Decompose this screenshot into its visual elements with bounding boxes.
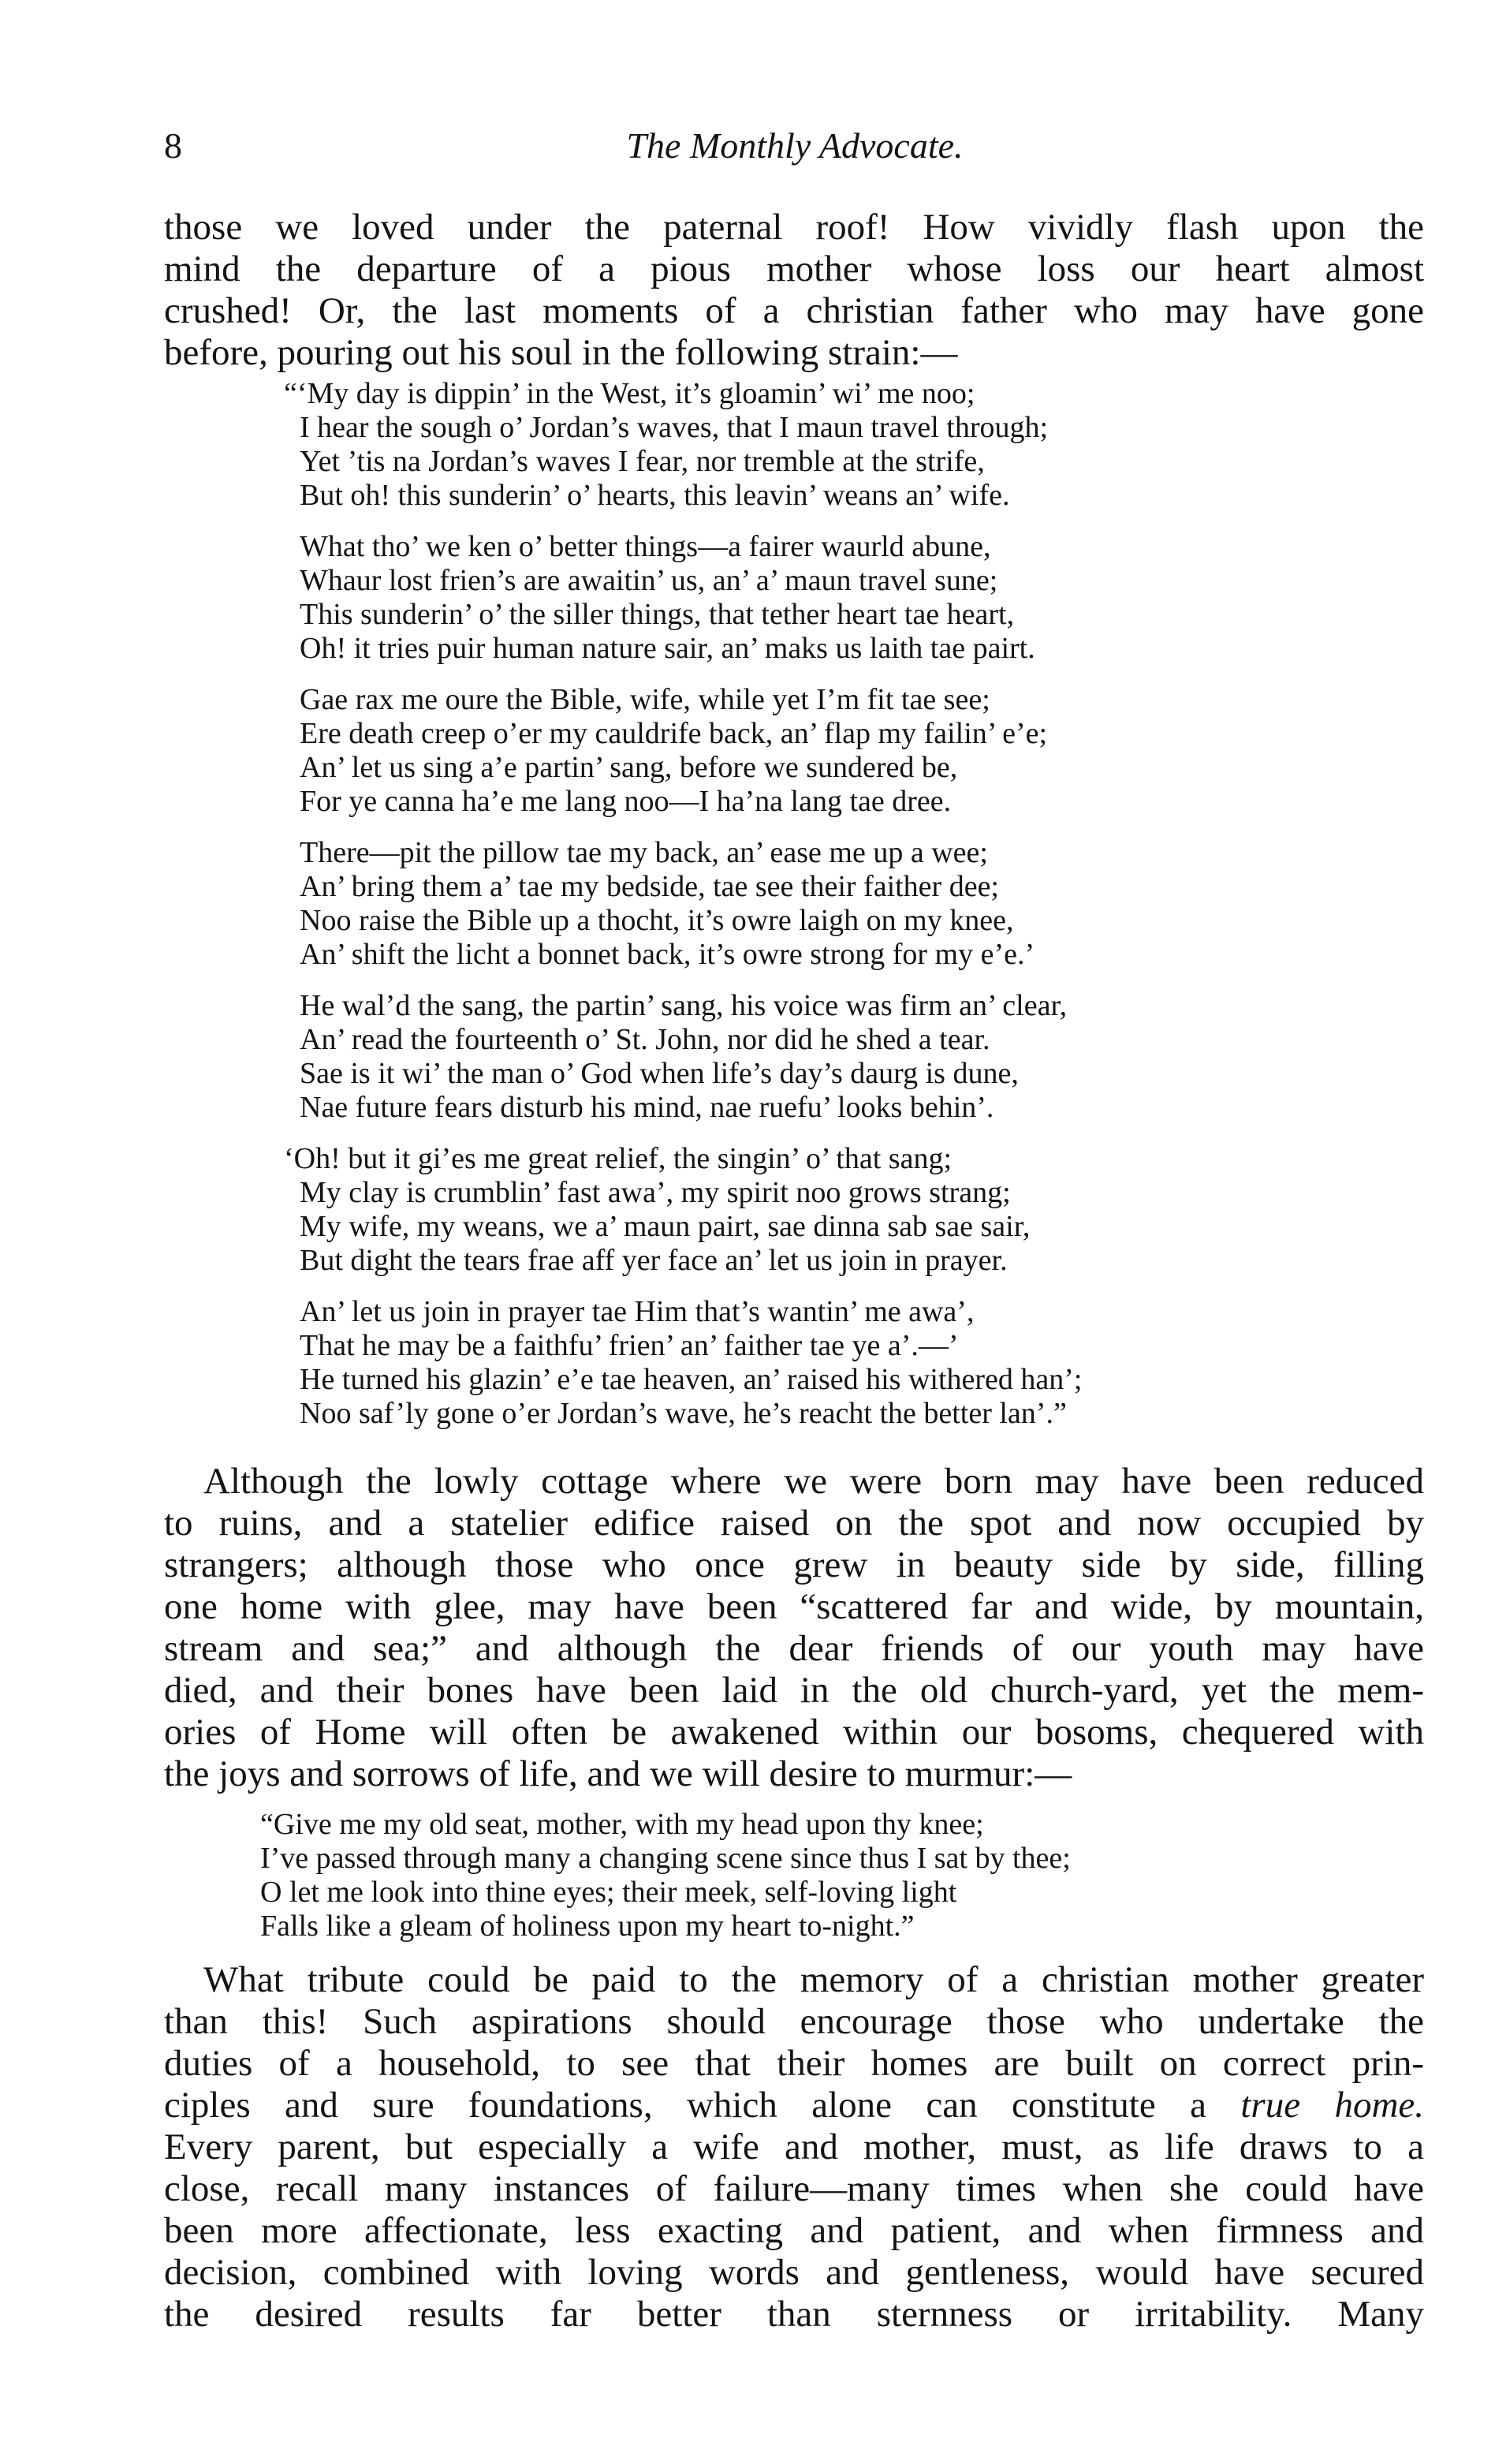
verse-line: For ye canna ha’e me lang noo—I ha’na lang tae dree.	[300, 785, 952, 818]
text-line: than this! Such aspirations should encourage those who undertake the	[164, 2001, 1424, 2042]
stanza	[284, 683, 1340, 819]
verse-line: Noo raise the Bible up a thocht, it’s owre laigh on my knee,	[300, 904, 1014, 937]
verse-line: I hear the sough o’ Jordan’s waves, that I maun travel through;	[300, 411, 1049, 444]
text-line: those we loved under the paternal roof! How vividly flash upon the	[164, 207, 1424, 248]
verse-line: There—pit the pillow tae my back, an’ ease me up a wee;	[300, 836, 988, 869]
text-line: one home with glee, may have been “scattered far and wide, by mountain,	[164, 1586, 1424, 1627]
verse-line: Nae future fears disturb his mind, nae ruefu’ looks behin’.	[300, 1091, 994, 1124]
verse-line: Falls like a gleam of holiness upon my heart to-night.”	[260, 1910, 915, 1943]
stanza	[284, 377, 1340, 513]
poem-1	[284, 377, 1340, 1448]
verse-line: Noo saf’ly gone o’er Jordan’s wave, he’s reacht the better lan’.”	[300, 1397, 1067, 1430]
stanza	[284, 1295, 1340, 1431]
text-line: before, pouring out his soul in the following strain:—	[164, 332, 958, 373]
poem-2	[260, 1808, 1317, 1961]
verse-line: An’ let us sing a’e partin’ sang, before we sundered be,	[300, 751, 958, 784]
text-line: the desired results far better than sternness or irritability. Many	[164, 2294, 1424, 2335]
verse-line: Oh! it tries puir human nature sair, an’ maks us laith tae pairt.	[300, 632, 1035, 665]
stanza	[284, 989, 1340, 1125]
page-header	[164, 118, 1426, 174]
verse-line: This sunderin’ o’ the siller things, that tether heart tae heart,	[300, 598, 1015, 631]
verse-line: My wife, my weans, we a’ maun pairt, sae dinna sab sae sair,	[300, 1210, 1031, 1243]
italic-phrase: true home.	[1240, 2085, 1425, 2126]
verse-line: “Give me my old seat, mother, with my head upon thy knee;	[260, 1808, 984, 1841]
text-line: been more affectionate, less exacting and patient, and when firmness and	[164, 2210, 1424, 2251]
paragraph-1	[164, 207, 1424, 374]
verse-line: That he may be a faithfu’ frien’ an’ faither tae ye a’.—’	[300, 1329, 959, 1362]
verse-line: But oh! this sunderin’ o’ hearts, this leavin’ weans an’ wife.	[300, 479, 1010, 512]
verse-line: An’ read the fourteenth o’ St. John, nor did he shed a tear.	[300, 1023, 990, 1056]
verse-line: Whaur lost frien’s are awaitin’ us, an’ a’ maun travel sune;	[300, 564, 998, 597]
paragraph-2	[164, 1461, 1424, 1795]
verse-line: An’ bring them a’ tae my bedside, tae see their faither dee;	[300, 870, 999, 903]
text-line: ories of Home will often be awakened within our bosoms, chequered with	[164, 1712, 1424, 1753]
verse-line: O let me look into thine eyes; their meek, self-loving light	[260, 1876, 957, 1909]
text-line: strangers; although those who once grew in beauty side by side, filling	[164, 1544, 1424, 1585]
text-line: Every parent, but especially a wife and mother, must, as life draws to a	[164, 2126, 1424, 2167]
verse-line: I’ve passed through many a changing scene since thus I sat by thee;	[260, 1842, 1071, 1875]
text-line: crushed! Or, the last moments of a christian father who may have gone	[164, 290, 1424, 331]
verse-line: “‘My day is dippin’ in the West, it’s gloamin’ wi’ me noo;	[284, 377, 975, 410]
text-line-with-italic	[164, 2085, 1424, 2126]
stanza	[284, 1142, 1340, 1278]
verse-line: Yet ’tis na Jordan’s waves I fear, nor tremble at the strife,	[300, 445, 985, 478]
stanza	[284, 836, 1340, 972]
verse-line: He turned his glazin’ e’e tae heaven, an’ raised his withered han’;	[300, 1363, 1083, 1396]
verse-line: What tho’ we ken o’ better things—a fairer waurld abune,	[300, 530, 991, 563]
text-line: mind the departure of a pious mother whose loss our heart almost	[164, 248, 1424, 289]
text-line: to ruins, and a statelier edifice raised on the spot and now occupied by	[164, 1503, 1424, 1544]
text-line: the joys and sorrows of life, and we will desire to murmur:—	[164, 1753, 1072, 1794]
stanza	[260, 1808, 1317, 1943]
text-line: What tribute could be paid to the memory of a christian mother greater	[203, 1959, 1424, 2000]
text-line: decision, combined with loving words and gentleness, would have secured	[164, 2252, 1424, 2293]
paragraph-3	[164, 1959, 1424, 2335]
verse-line: An’ let us join in prayer tae Him that’s wantin’ me awa’,	[300, 1295, 975, 1328]
text-line: died, and their bones have been laid in the old church-yard, yet the mem-	[164, 1670, 1424, 1711]
verse-line: Sae is it wi’ the man o’ God when life’s day’s daurg is dune,	[300, 1057, 1019, 1090]
stanza	[284, 530, 1340, 666]
verse-line: Ere death creep o’er my cauldrife back, an’ flap my failin’ e’e;	[300, 717, 1048, 750]
running-title: The Monthly Advocate.	[626, 125, 964, 166]
verse-line: But dight the tears frae aff yer face an’ let us join in prayer.	[300, 1244, 1008, 1277]
text-line: close, recall many instances of failure—many times when she could have	[164, 2168, 1424, 2209]
text-line-part: ciples and sure foundations, which alone can constitute a	[164, 2085, 1241, 2126]
text-line: duties of a household, to see that their homes are built on correct prin-	[164, 2043, 1424, 2084]
verse-line: Gae rax me oure the Bible, wife, while yet I’m fit tae see;	[300, 683, 990, 716]
page-number: 8	[164, 125, 182, 166]
text-line: Although the lowly cottage where we were born may have been reduced	[203, 1461, 1424, 1502]
verse-line: My clay is crumblin’ fast awa’, my spirit noo grows strang;	[300, 1176, 1011, 1209]
text-line: stream and sea;” and although the dear friends of our youth may have	[164, 1628, 1424, 1669]
verse-line: ‘Oh! but it gi’es me great relief, the singin’ o’ that sang;	[284, 1142, 953, 1175]
verse-line: He wal’d the sang, the partin’ sang, his voice was firm an’ clear,	[300, 989, 1068, 1022]
verse-line: An’ shift the licht a bonnet back, it’s owre strong for my e’e.’	[300, 938, 1035, 971]
